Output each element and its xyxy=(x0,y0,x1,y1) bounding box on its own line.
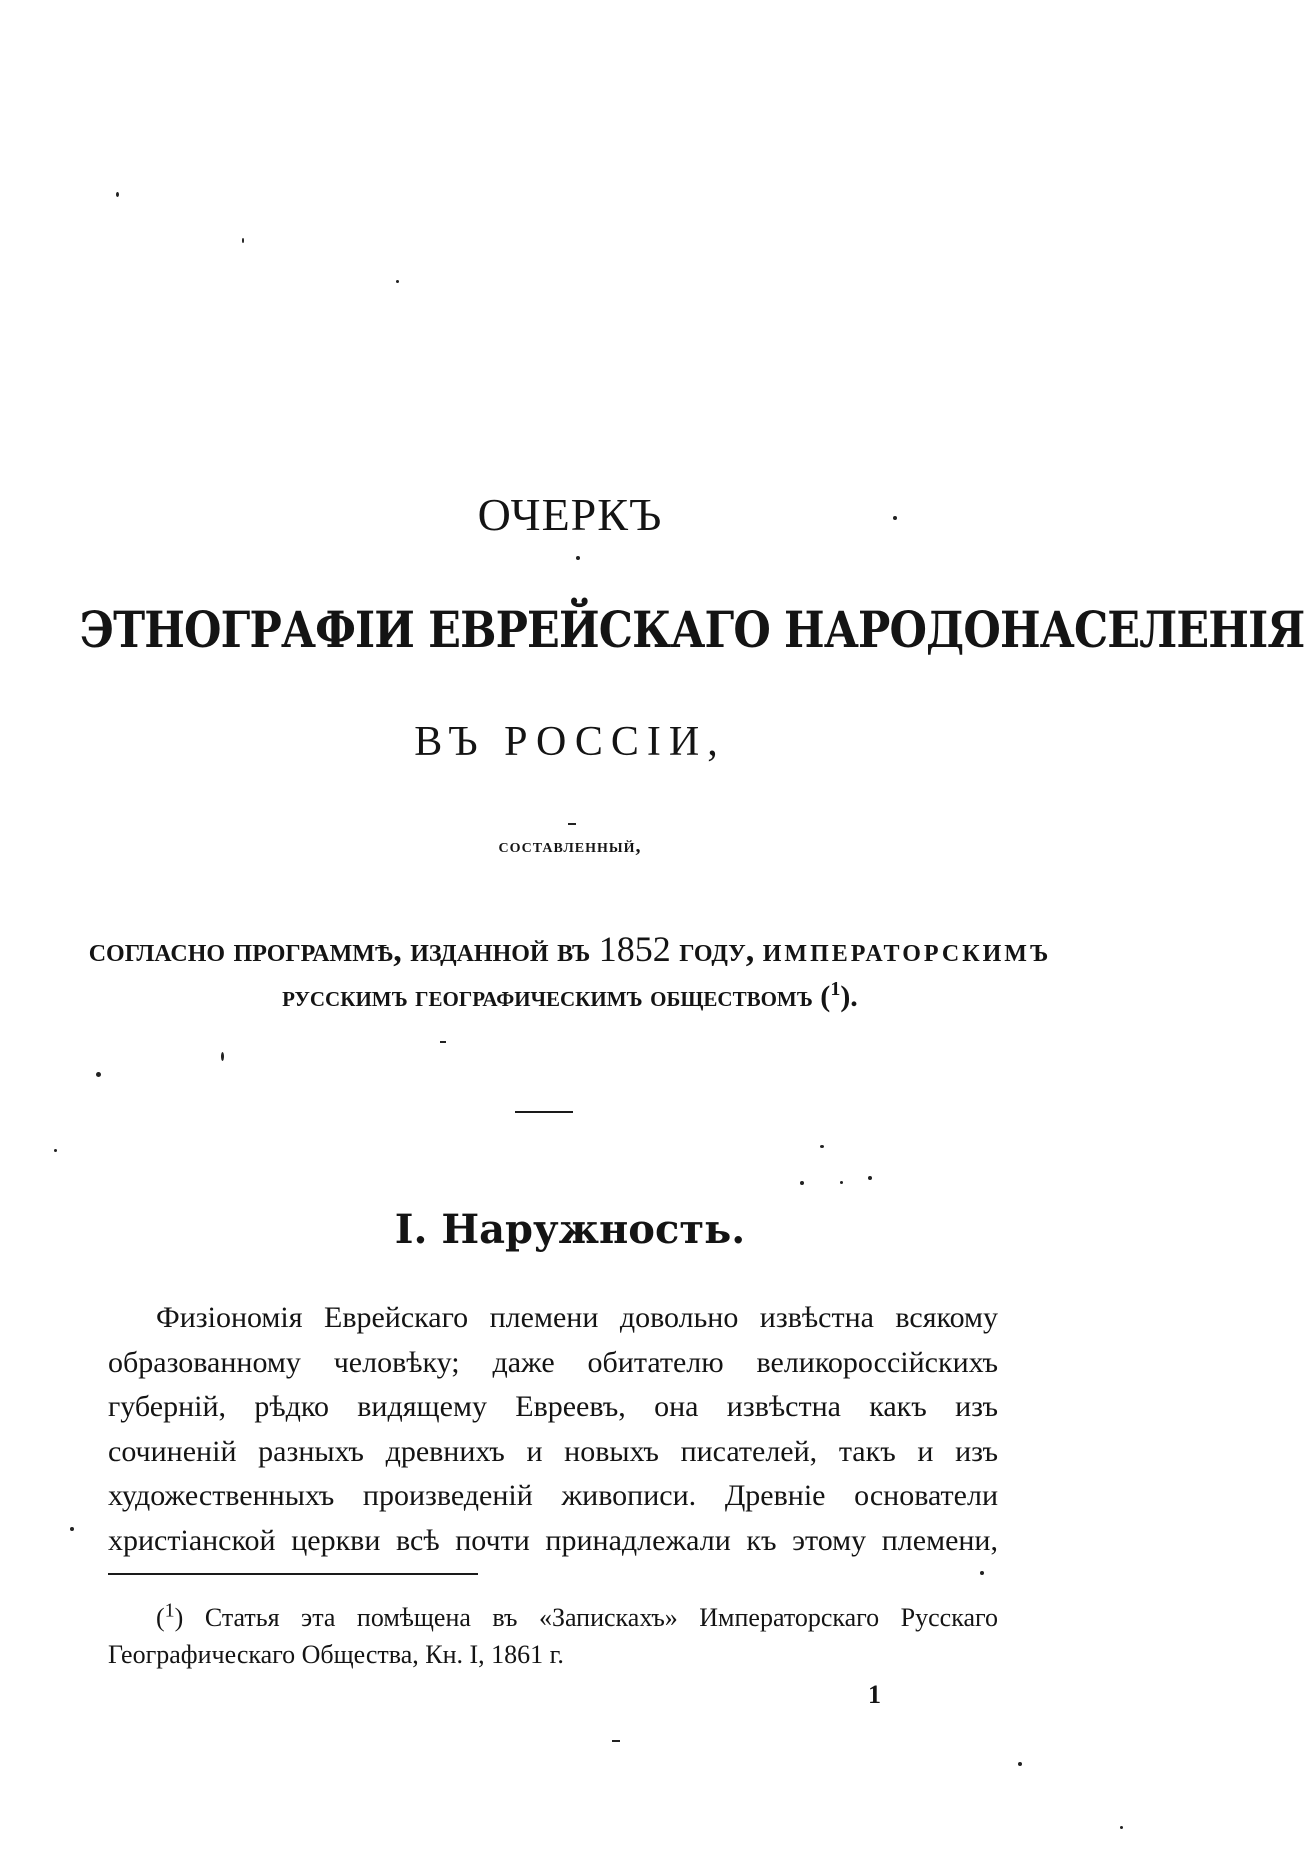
subtitle-text-b: году, xyxy=(670,932,763,969)
section-heading: I. Наружность. xyxy=(394,1206,746,1253)
subtitle-text-2: русскимъ географическимъ обществомъ ( xyxy=(282,980,831,1013)
scan-speck xyxy=(980,1571,984,1575)
body-line: Физіономія Еврейскаго племени довольно извѣстна всякому xyxy=(156,1301,998,1334)
footnote-ref[interactable]: 1 xyxy=(830,978,841,1000)
subtitle-text-a: согласно программѣ, изданной въ xyxy=(88,932,599,969)
body-line: губерній, рѣдко видящему Евреевъ, она извѣстна какъ изъ xyxy=(108,1390,998,1423)
body-line: сочиненій разныхъ древнихъ и новыхъ писателей, такъ и изъ xyxy=(108,1434,998,1468)
title-line-1: ОЧЕРКЪ xyxy=(477,489,663,540)
subtitle-line-1 xyxy=(0,928,1140,970)
subtitle-year: 1852 xyxy=(598,929,671,969)
scan-speck xyxy=(612,1740,620,1742)
footnote-marker: 1 xyxy=(164,1599,175,1622)
body-line: христіанской церкви всѣ почти принадлежали къ этому племени, xyxy=(108,1523,998,1557)
footnote-line-2: Географическаго Общества, Кн. I, 1861 г. xyxy=(108,1640,564,1669)
footnote xyxy=(108,1599,998,1673)
page-number: 1 xyxy=(868,1680,881,1709)
scan-speck xyxy=(242,238,244,243)
footnote-rule xyxy=(108,1573,478,1575)
scan-speck xyxy=(96,1072,101,1077)
body-paragraph xyxy=(108,1296,998,1563)
title-line-3: ВЪ РОССІИ, xyxy=(414,719,726,765)
scan-speck xyxy=(396,280,399,283)
footnote-text-1: Статья эта помѣщена въ «Запискахъ» Императорскаго Русскаго xyxy=(183,1603,998,1632)
title-line-2: ЭТНОГРАФІИ ЕВРЕЙСКАГО НАРОДОНАСЕЛЕНІЯ xyxy=(79,600,1304,659)
section-divider xyxy=(515,1111,573,1113)
scan-speck xyxy=(800,1181,804,1185)
scan-speck xyxy=(893,516,897,520)
scan-speck xyxy=(568,823,576,825)
title-line-4: составленный, xyxy=(498,835,642,857)
scan-speck xyxy=(440,1041,446,1043)
body-line: художественныхъ произведеній живописи. Древніе основатели xyxy=(108,1479,998,1512)
scan-speck xyxy=(576,556,580,560)
scan-speck xyxy=(221,1052,224,1061)
scan-speck xyxy=(54,1149,57,1152)
scan-speck xyxy=(116,192,119,197)
body-line: образованному человѣку; даже обитателю великороссійскихъ xyxy=(108,1345,998,1379)
subtitle-text-c: императорскимъ xyxy=(762,932,1052,969)
subtitle-text-2-end: ). xyxy=(840,980,858,1013)
footnote-marker-close: ) xyxy=(174,1603,184,1632)
scan-speck xyxy=(1018,1762,1022,1766)
scan-speck xyxy=(70,1527,74,1531)
scan-speck xyxy=(1120,1826,1123,1829)
footnote-marker-open: ( xyxy=(156,1603,165,1632)
subtitle-line-2 xyxy=(0,980,1140,1014)
scan-speck xyxy=(868,1176,872,1180)
scan-speck xyxy=(820,1145,824,1148)
scan-speck xyxy=(840,1181,843,1184)
footnote-line-1 xyxy=(108,1599,998,1636)
